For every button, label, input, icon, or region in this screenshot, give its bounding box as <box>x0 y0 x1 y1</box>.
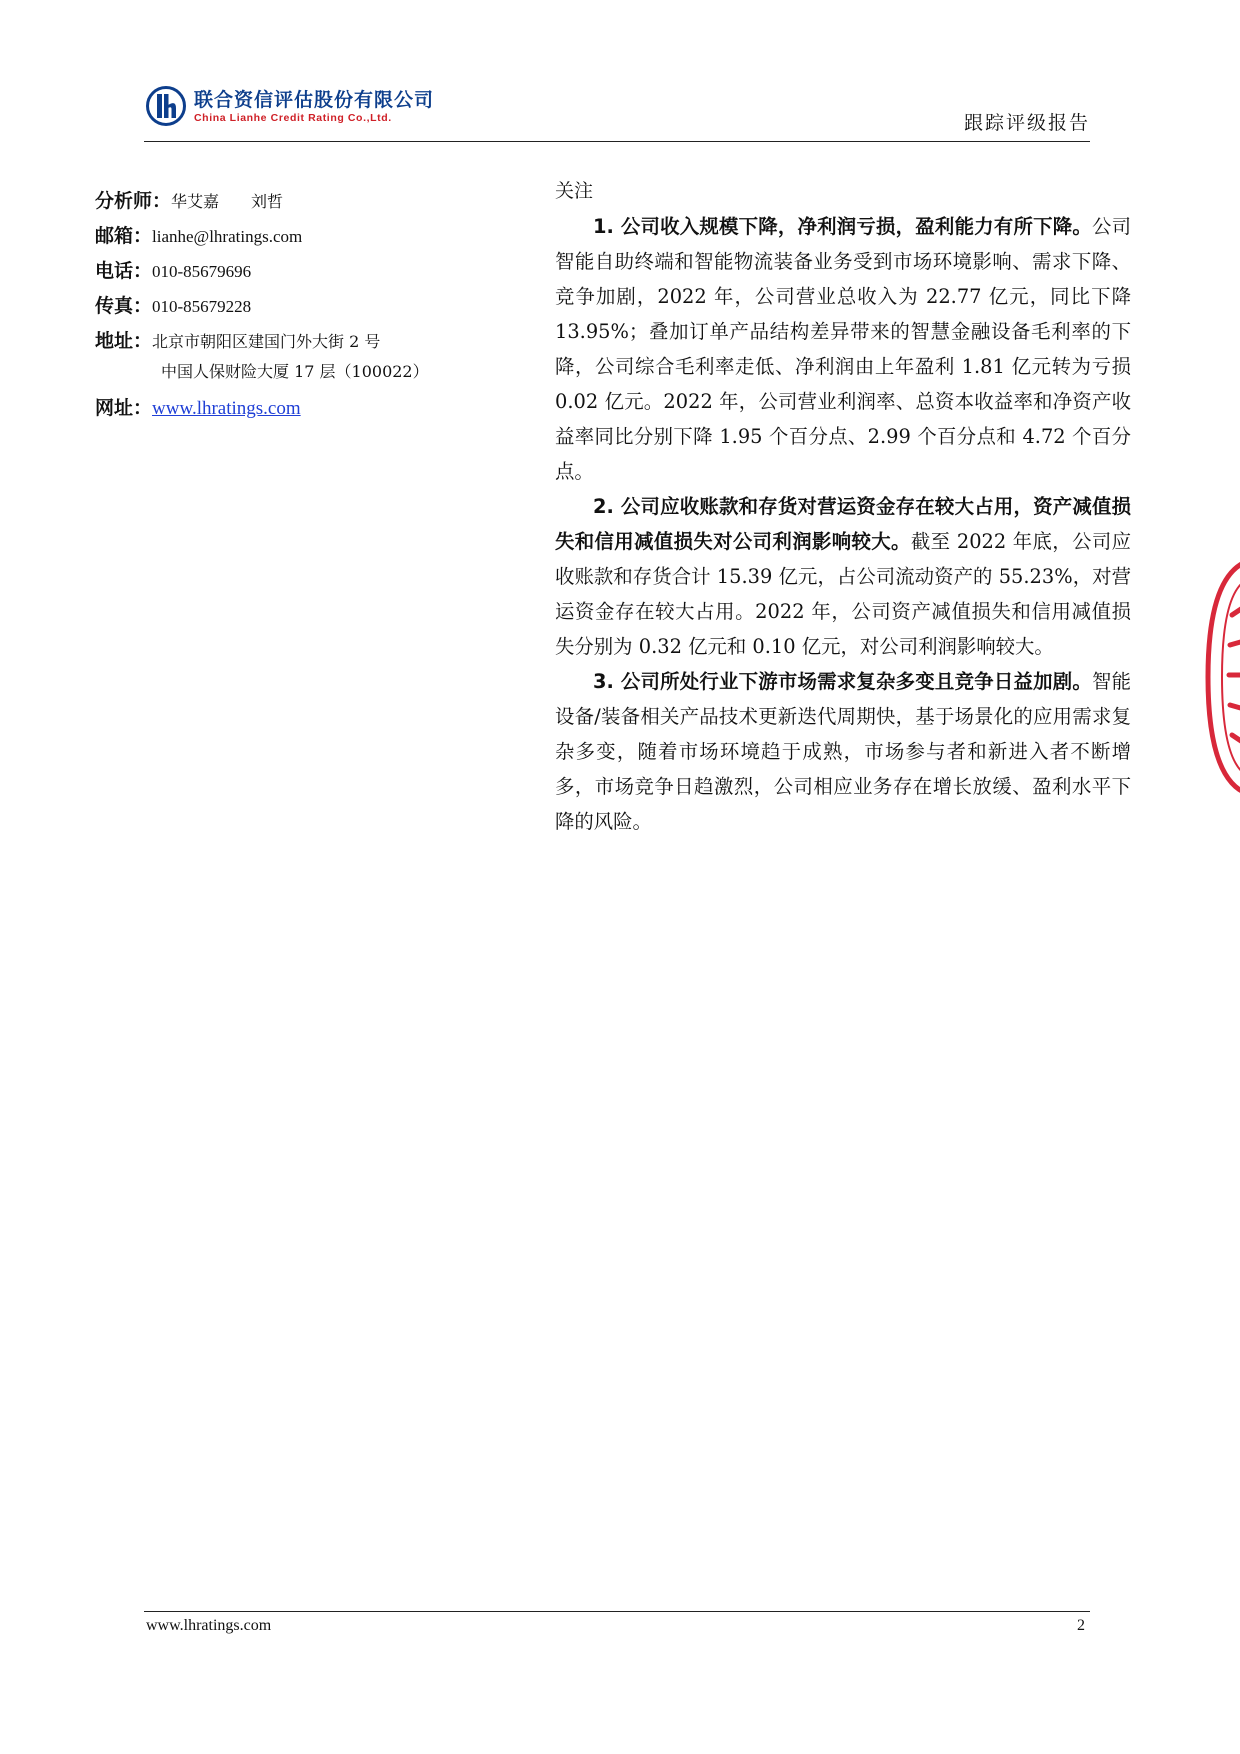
phone-label: 电话： <box>95 260 153 282</box>
analyst-names: 华艾嘉 刘哲 <box>171 192 284 211</box>
address-label: 地址： <box>95 330 153 352</box>
logo-chinese-name: 联合资信评估股份有限公司 <box>194 89 435 111</box>
phone-value: 010-85679696 <box>152 262 252 281</box>
report-type: 跟踪评级报告 <box>963 112 1090 134</box>
website-label: 网址： <box>95 397 153 419</box>
fax-value: 010-85679228 <box>152 297 252 316</box>
concern-item-2 <box>555 489 1131 664</box>
footer-divider <box>144 1611 1090 1612</box>
footer-url: www.lhratings.com <box>146 1617 272 1634</box>
lianhe-logo-icon <box>146 86 186 126</box>
concern-2-text: 截至 2022 年底，公司应收账款和存货合计 15.39 亿元，占公司流动资产的 55.23%，对营运资金存在较大占用。2022 年，公司资产减值损失和信用减值损失分别为 0.32 亿元和 0.10 亿元，对公司利润影响较大。 <box>555 530 1131 658</box>
concerns-section <box>555 174 1131 839</box>
concern-3-lead: 3. 公司所处行业下游市场需求复杂多变且竞争日益加剧。 <box>593 670 1092 693</box>
website-row <box>95 393 301 420</box>
concern-2-lead: 2. 公司应收账款和存货对营运资金存在较大占用，资产减值损失和信用减值损失对公司利润影响较大。 <box>555 495 1131 553</box>
address-line-1: 北京市朝阳区建国门外大街 2 号 <box>152 332 381 351</box>
concern-item-1 <box>555 209 1131 489</box>
company-logo <box>146 82 466 132</box>
phone-row <box>95 256 251 283</box>
email-row <box>95 221 302 248</box>
analyst-row <box>95 186 283 213</box>
concern-item-3 <box>555 664 1131 839</box>
analyst-label: 分析师： <box>95 190 172 212</box>
address-line-2: 中国人保财险大厦 17 层（100022） <box>161 362 429 381</box>
logo-english-name: China Lianhe Credit Rating Co.,Ltd. <box>194 112 392 124</box>
email-label: 邮箱： <box>95 225 153 247</box>
address-row-2 <box>161 359 429 382</box>
concern-1-lead: 1. 公司收入规模下降，净利润亏损，盈利能力有所下降。 <box>593 215 1092 238</box>
fax-label: 传真： <box>95 295 153 317</box>
header-divider <box>144 141 1090 142</box>
website-link[interactable]: www.lhratings.com <box>152 398 301 419</box>
company-seal-icon <box>1202 555 1240 800</box>
address-row <box>95 326 380 353</box>
concern-3-text: 智能设备/装备相关产品技术更新迭代周期快，基于场景化的应用需求复杂多变，随着市场环境趋于成熟，市场参与者和新进入者不断增多，市场竞争日趋激烈，公司相应业务存在增长放缓、盈利水平下降的风险。 <box>555 670 1132 833</box>
fax-row <box>95 291 251 318</box>
concerns-title: 关注 <box>555 180 594 202</box>
page-number: 2 <box>1077 1617 1085 1634</box>
email-value: lianhe@lhratings.com <box>152 227 303 246</box>
concern-1-text: 公司智能自助终端和智能物流装备业务受到市场环境影响、需求下降、竞争加剧，2022 年，公司营业总收入为 22.77 亿元，同比下降 13.95%；叠加订单产品结构差异带来的智慧金融设备毛利率的下降，公司综合毛利率走低、净利润由上年盈利 1.81 亿元转为亏损 0.02 亿元。2022 年，公司营业利润率、总资本收益率和净资产收益率同比分别下降 1.95 个百分点、2.99 个百分点和 4.72 个百分点。 <box>555 215 1132 483</box>
